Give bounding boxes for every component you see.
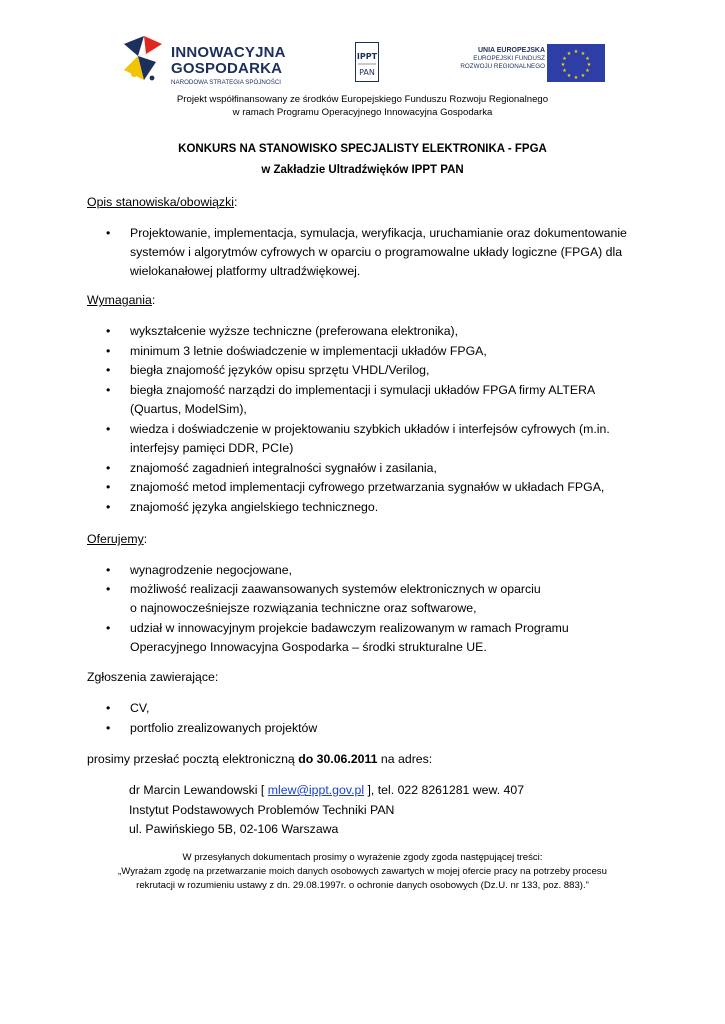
page-subtitle: w Zakładzie Ultradźwięków IPPT PAN — [261, 164, 464, 176]
description-heading-colon: : — [233, 195, 238, 209]
requirements-heading — [87, 291, 155, 310]
applications-heading: Zgłoszenia zawierające: — [87, 670, 219, 684]
list-item-text: o najnowocześniejsze rozwiązania techniczne oraz softwarowe, — [130, 601, 477, 615]
bullet-icon: • — [106, 226, 111, 240]
svg-text:★: ★ — [562, 56, 567, 62]
bullet-icon: • — [106, 422, 111, 436]
description-heading — [87, 193, 237, 212]
eu-text-block — [460, 47, 545, 71]
bullet-icon: • — [106, 563, 111, 577]
bullet-icon: • — [106, 721, 111, 735]
description-heading-text: Opis stanowiska/obowiązki — [87, 195, 234, 209]
contact-person — [129, 781, 524, 800]
eu-flag-icon — [547, 44, 605, 82]
requirements-heading-text: Wymagania — [87, 293, 152, 307]
innowacyjna-gospodarka-logo — [122, 34, 297, 90]
list-item-text: portfolio zrealizowanych projektów — [130, 721, 318, 735]
footer-line-2: „Wyrażam zgodę na przetwarzanie moich danych osobowych zawartych w mojej ofercie pracy na potrzeby procesu — [118, 866, 607, 877]
list-item-text: wykształcenie wyższe techniczne (preferowana elektronika), — [130, 324, 459, 338]
eu-line1: UNIA EUROPEJSKA — [477, 47, 545, 54]
footer-line-3: rekrutacji w rozumieniu ustawy z dn. 29.08.1997r. o ochronie danych osobowych (Dz.U. nr 133, poz. 883).” — [136, 880, 589, 891]
list-item-text: minimum 3 letnie doświadczenie w implementacji układów FPGA, — [130, 344, 487, 358]
svg-text:★: ★ — [560, 62, 566, 68]
bullet-icon: • — [106, 480, 111, 494]
contact-institute: Instytut Podstawowych Problemów Techniki PAN — [129, 803, 395, 817]
contact-phone: ], tel. 022 8261281 wew. 407 — [364, 783, 525, 797]
list-item-text: znajomość zagadnień integralności sygnałów i zasilania, — [130, 461, 437, 475]
pan-text: PAN — [359, 68, 375, 77]
list-item-text: biegła znajomość języków opisu sprzętu VHDL/Verilog, — [130, 363, 430, 377]
contact-address: ul. Pawińskiego 5B, 02-106 Warszawa — [129, 822, 339, 836]
send-suffix: na adres: — [377, 752, 433, 766]
list-item-text: możliwość realizacji zaawansowanych systemów elektronicznych w oparciu — [130, 582, 541, 596]
cofinancing-line-1: Projekt współfinansowany ze środków Europejskiego Funduszu Rozwoju Regionalnego — [176, 94, 549, 105]
ig-star-icon — [122, 34, 168, 86]
bullet-icon: • — [106, 324, 111, 338]
svg-text:★: ★ — [580, 73, 586, 79]
bullet-icon: • — [106, 500, 111, 514]
ippt-pan-logo — [355, 42, 379, 82]
svg-text:★: ★ — [562, 68, 567, 74]
contact-name-prefix: dr Marcin Lewandowski [ — [129, 783, 268, 797]
cofinancing-line-2: w ramach Programu Operacyjnego Innowacyjna Gospodarka — [232, 107, 493, 118]
list-item-text: znajomość języka angielskiego technicznego. — [130, 500, 379, 514]
svg-text:★: ★ — [585, 56, 590, 62]
list-item-text: interfejsy pamięci DDR, PCIe) — [130, 441, 294, 455]
eu-line3: ROZWOJU REGIONALNEGO — [460, 63, 545, 70]
eu-logo — [460, 44, 605, 84]
send-instruction — [87, 750, 432, 769]
list-item-text: znajomość metod implementacji cyfrowego przetwarzania sygnałów w układach FPGA, — [130, 480, 605, 494]
offer-heading-text: Oferujemy — [87, 532, 144, 546]
ig-title-line1: INNOWACYJNA — [171, 44, 286, 61]
ig-title-line2: GOSPODARKA — [171, 60, 283, 77]
offer-heading — [87, 530, 147, 549]
ippt-text: IPPT — [356, 52, 378, 61]
svg-text:★: ★ — [573, 49, 579, 55]
send-deadline: do 30.06.2011 — [298, 752, 378, 766]
eu-line2: EUROPEJSKI FUNDUSZ — [473, 55, 545, 62]
svg-text:★: ★ — [580, 51, 586, 57]
bullet-icon: • — [106, 701, 111, 715]
bullet-icon: • — [106, 383, 111, 397]
bullet-icon: • — [106, 344, 111, 358]
list-item-text: (Quartus, ModelSim), — [130, 402, 247, 416]
ig-subtitle: NARODOWA STRATEGIA SPÓJNOŚCI — [171, 79, 282, 86]
offer-heading-colon: : — [143, 532, 148, 546]
bullet-icon: • — [106, 621, 111, 635]
list-item-text: CV, — [130, 701, 150, 715]
list-item-text: udział w innowacyjnym projekcie badawczym realizowanym w ramach Programu — [130, 621, 569, 635]
list-item-text: systemów i algorytmów cyfrowych w oparciu o programowalne układy logiczne (FPGA) dla — [130, 245, 623, 259]
bullet-icon: • — [106, 363, 111, 377]
bullet-icon: • — [106, 461, 111, 475]
send-prefix: prosimy przesłać pocztą elektroniczną — [87, 752, 299, 766]
list-item-text: wielokanałowej platformy ultradźwiękowej. — [130, 264, 361, 278]
svg-text:★: ★ — [585, 68, 590, 74]
list-item-text: Operacyjnego Innowacyjna Gospodarka – środki strukturalne UE. — [130, 640, 487, 654]
list-item-text: wynagrodzenie negocjowane, — [130, 563, 293, 577]
svg-text:★: ★ — [586, 62, 592, 68]
svg-text:★: ★ — [566, 73, 572, 79]
bullet-icon: • — [106, 582, 111, 596]
page-title: KONKURS NA STANOWISKO SPECJALISTY ELEKTRONIKA - FPGA — [178, 143, 547, 155]
svg-text:★: ★ — [566, 51, 572, 57]
list-item-text: wiedza i doświadczenie w projektowaniu szybkich układów i interfejsów cyfrowych (m.in. — [130, 422, 610, 436]
footer-line-1: W przesyłanych dokumentach prosimy o wyrażenie zgody zgoda następującej treści: — [182, 852, 543, 863]
svg-text:★: ★ — [573, 75, 579, 81]
email-link[interactable]: mlew@ippt.gov.pl — [267, 783, 365, 797]
list-item-text: Projektowanie, implementacja, symulacja, weryfikacja, uruchamianie oraz dokumentowanie — [130, 226, 627, 240]
list-item-text: biegła znajomość narządzi do implementacji i symulacji układów FPGA firmy ALTERA — [130, 383, 596, 397]
requirements-heading-colon: : — [151, 293, 156, 307]
